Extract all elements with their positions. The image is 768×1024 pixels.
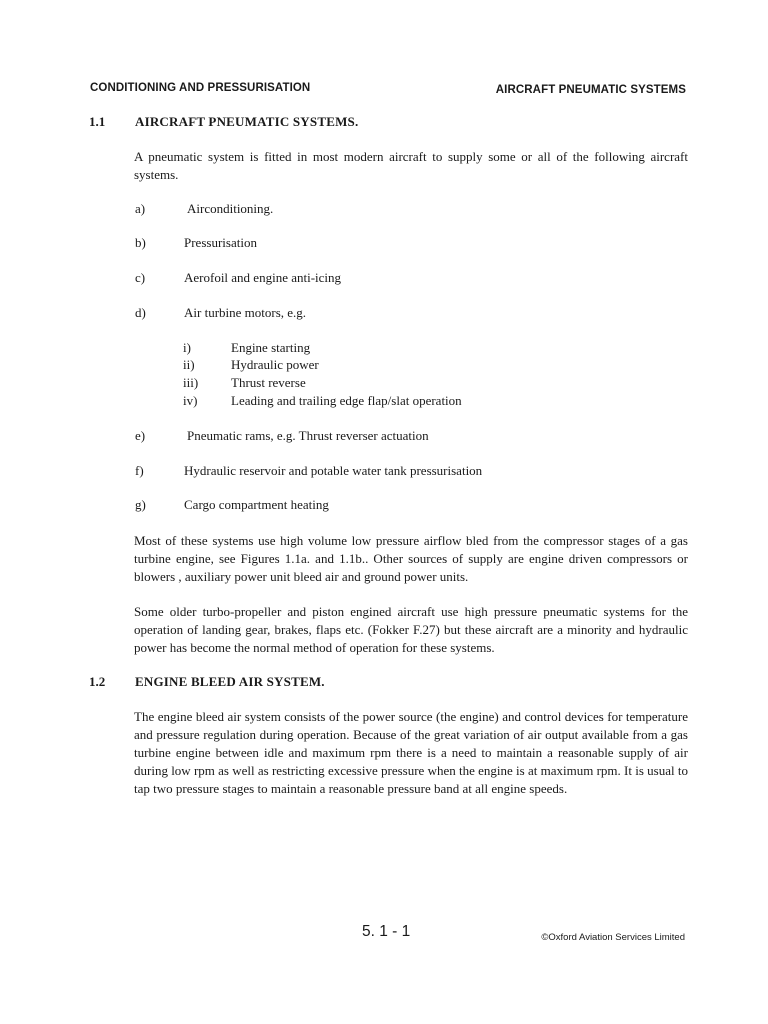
sub-list-item-label: iv) <box>183 393 198 408</box>
list-item-label: g) <box>135 497 146 512</box>
sub-list-item <box>0 340 768 358</box>
sub-list-item-text: Hydraulic power <box>231 357 319 372</box>
sub-list-item <box>0 357 768 375</box>
page-number: 5. 1 - 1 <box>362 923 411 940</box>
list-item-text: Pneumatic rams, e.g. Thrust reverser actuation <box>187 428 429 443</box>
section-title: AIRCRAFT PNEUMATIC SYSTEMS. <box>135 114 359 129</box>
list-item-text: Air turbine motors, e.g. <box>184 305 307 320</box>
list-item <box>0 235 768 253</box>
list-item <box>0 428 768 446</box>
copyright-notice: ©Oxford Aviation Services Limited <box>541 932 685 943</box>
sub-list-item <box>0 375 768 393</box>
list-item-text: Airconditioning. <box>187 201 274 216</box>
sub-list-item <box>0 393 768 411</box>
sub-list-item-label: iii) <box>183 375 199 390</box>
list-item-label: b) <box>135 235 146 250</box>
list-item <box>0 305 768 323</box>
body-paragraph: Most of these systems use high volume low pressure airflow bled from the compressor stages of a gas turbine engine, see Figures 1.1a. and 1.1b.. Other sources of supply are engine driven compressors or blowers , auxiliary power unit bleed air and ground power units. <box>134 533 688 584</box>
running-header-left: CONDITIONING AND PRESSURISATION <box>90 82 311 94</box>
body-paragraph: The engine bleed air system consists of the power source (the engine) and control devices for temperature and pressure regulation during operation. Because of the great variation of air output available from a gas turbine engine between idle and maximum rpm there is a need to maintain a reasonable supply of air during low rpm as well as restricting excessive pressure when the engine is at maximum rpm. It is usual to tap two pressure stages to maintain a reasonable pressure band at all engine speeds. <box>134 709 688 796</box>
list-item <box>0 463 768 481</box>
list-item-text: Cargo compartment heating <box>184 497 329 512</box>
list-item <box>0 201 768 219</box>
list-item-label: f) <box>135 463 144 478</box>
sub-list-item-text: Engine starting <box>231 340 311 355</box>
section-number: 1.2 <box>89 674 106 689</box>
running-header-right: AIRCRAFT PNEUMATIC SYSTEMS <box>495 84 686 96</box>
sub-list-item-text: Leading and trailing edge flap/slat operation <box>231 393 462 408</box>
list-item-label: d) <box>135 305 146 320</box>
intro-paragraph: A pneumatic system is fitted in most modern aircraft to supply some or all of the following aircraft systems. <box>134 149 688 182</box>
section-title: ENGINE BLEED AIR SYSTEM. <box>135 674 325 689</box>
body-paragraph: Some older turbo-propeller and piston engined aircraft use high pressure pneumatic systems for the operation of landing gear, brakes, flaps etc. (Fokker F.27) but these aircraft are a minority and hydraulic power has become the normal method of operation for these systems. <box>134 604 688 655</box>
sub-list-item-text: Thrust reverse <box>231 375 306 390</box>
section-number: 1.1 <box>89 114 106 129</box>
list-item <box>0 270 768 288</box>
list-item <box>0 497 768 515</box>
list-item-text: Hydraulic reservoir and potable water tank pressurisation <box>184 463 483 478</box>
list-item-label: c) <box>135 270 146 285</box>
sub-list-item-label: ii) <box>183 357 195 372</box>
list-item-text: Pressurisation <box>184 235 257 250</box>
list-item-text: Aerofoil and engine anti-icing <box>184 270 342 285</box>
sub-list-item-label: i) <box>183 340 191 355</box>
list-item-label: e) <box>135 428 146 443</box>
list-item-label: a) <box>135 201 146 216</box>
